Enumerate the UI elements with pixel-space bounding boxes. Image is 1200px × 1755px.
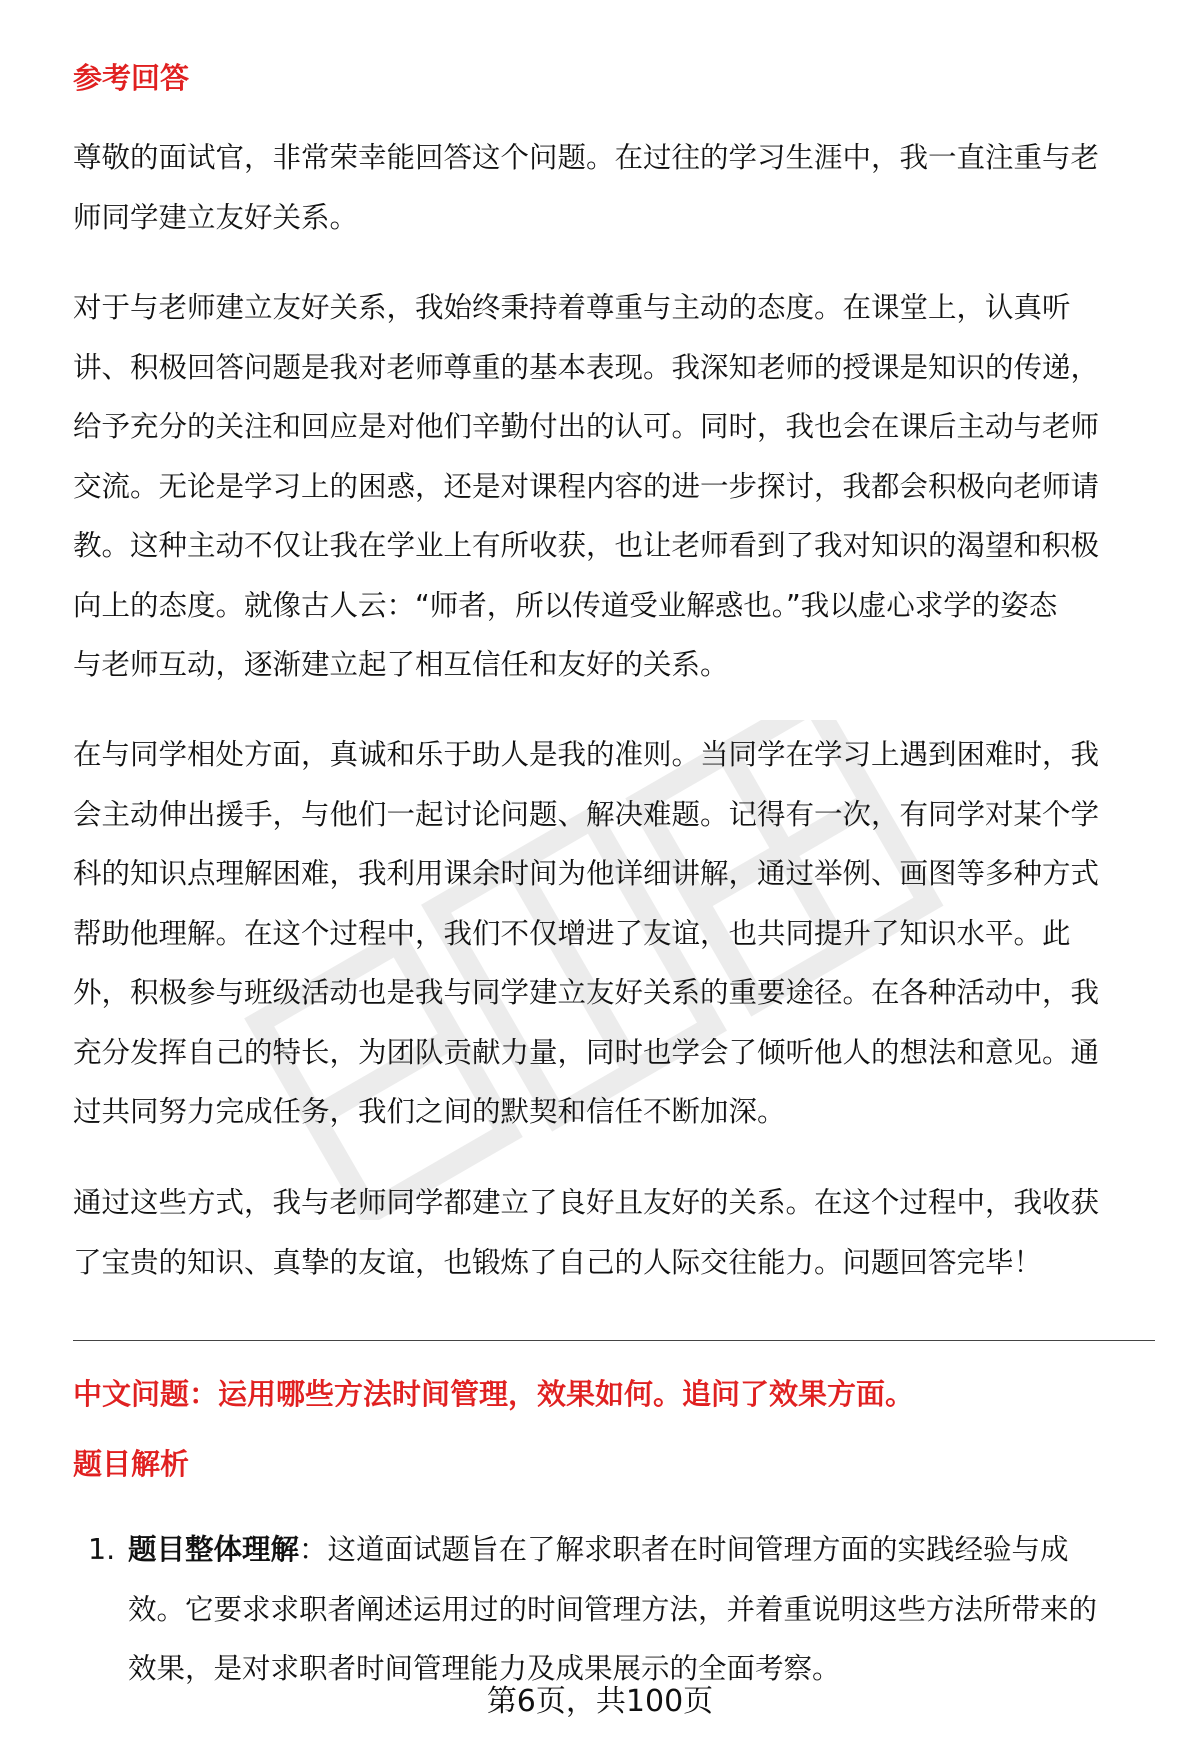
page-number-footer: 第6页，共100页 (486, 1684, 714, 1719)
text-line: 效果，是对求职者时间管理能力及成果展示的全面考察。 (128, 1652, 841, 1685)
analysis-heading: 题目解析 (73, 1447, 190, 1481)
list-number: 1. (88, 1533, 116, 1566)
answer-paragraph-1 (73, 128, 1148, 247)
text-line: 在与同学相处方面，真诚和乐于助人是我的准则。当同学在学习上遇到困难时，我 (73, 738, 1100, 771)
text-line: 通过这些方式，我与老师同学都建立了良好且友好的关系。在这个过程中，我收获 (73, 1186, 1100, 1219)
text-line: 与老师互动，逐渐建立起了相互信任和友好的关系。 (73, 648, 729, 681)
text-line: 讲、积极回答问题是我对老师尊重的基本表现。我深知老师的授课是知识的传递， (73, 350, 1100, 384)
text-line: 效。它要求求职者阐述运用过的时间管理方法，并着重说明这些方法所带来的 (128, 1592, 1098, 1626)
text-line: 外，积极参与班级活动也是我与同学建立友好关系的重要途径。在各种活动中，我 (73, 976, 1100, 1009)
text-line: 充分发挥自己的特长，为团队贡献力量，同时也学会了倾听他人的想法和意见。通 (73, 1035, 1100, 1069)
text-line (88, 1520, 1158, 1580)
text-line: 对于与老师建立友好关系，我始终秉持着尊重与主动的态度。在课堂上，认真听 (73, 291, 1071, 324)
list-item (88, 1520, 1158, 1699)
text-line: 师同学建立友好关系。 (73, 200, 359, 234)
answer-paragraph-3 (73, 725, 1148, 1142)
text-line: 交流。无论是学习上的困惑，还是对课程内容的进一步探讨，我都会积极向老师请 (73, 469, 1100, 503)
text-line: 帮助他理解。在这个过程中，我们不仅增进了友谊，也共同提升了知识水平。此 (73, 916, 1071, 950)
text-line: 尊敬的面试官，非常荣幸能回答这个问题。在过往的学习生涯中，我一直注重与老 (73, 141, 1100, 174)
text-line: 了宝贵的知识、真挚的友谊，也锻炼了自己的人际交往能力。问题回答完毕！ (73, 1245, 1043, 1279)
text-line: 向上的态度。就像古人云：“师者，所以传道受业解惑也。”我以虚心求学的姿态 (73, 588, 1058, 622)
question-heading: 中文问题：运用哪些方法时间管理，效果如何。追问了效果方面。 (73, 1377, 915, 1411)
text-line: 会主动伸出援手，与他们一起讨论问题、解决难题。记得有一次，有同学对某个学 (73, 797, 1100, 831)
list-item-text: ：这道面试题旨在了解求职者在时间管理方面的实践经验与成 (299, 1533, 1069, 1566)
text-line: 过共同努力完成任务，我们之间的默契和信任不断加深。 (73, 1095, 786, 1128)
list-item-label: 题目整体理解 (128, 1533, 300, 1566)
section-divider (73, 1340, 1155, 1341)
text-line: 教。这种主动不仅让我在学业上有所收获，也让老师看到了我对知识的渴望和积极 (73, 529, 1100, 562)
text-line: 科的知识点理解困难，我利用课余时间为他详细讲解，通过举例、画图等多种方式 (73, 857, 1100, 890)
answer-paragraph-4 (73, 1173, 1148, 1292)
answer-paragraph-2 (73, 278, 1148, 695)
text-line: 给予充分的关注和回应是对他们辛勤付出的认可。同时，我也会在课后主动与老师 (73, 410, 1100, 443)
reference-answer-heading: 参考回答 (73, 61, 190, 95)
